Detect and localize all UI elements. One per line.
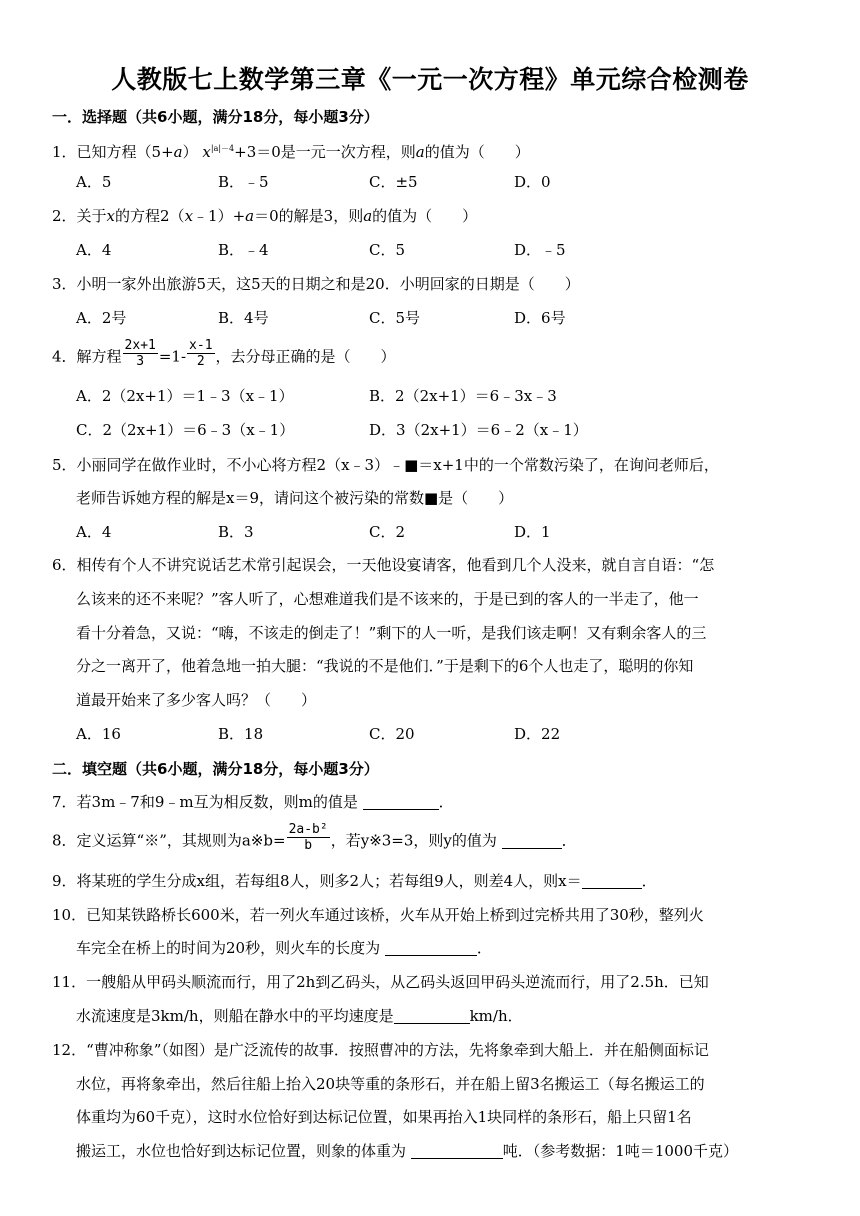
question-3: 3．小明一家外出旅游5天，这5天的日期之和是20．小明回家的日期是（ ） bbox=[52, 275, 580, 293]
question-10-line-1: 10．已知某铁路桥长600米，若一列火车通过该桥，火车从开始上桥到过完桥共用了30秒，整列火 bbox=[52, 906, 704, 924]
option: A．2（2x+1）＝1﹣3（x﹣1） bbox=[76, 387, 294, 405]
fraction: $\frac{x-1}{2}$ bbox=[189, 338, 213, 369]
question-4: 4．解方程 $\frac{2x+1}{3}$ =1- $\frac{x-1}{2}$ ，去分母正确的是（ ） bbox=[52, 338, 396, 369]
option: A．4 bbox=[76, 241, 112, 259]
option: C．2 bbox=[369, 523, 406, 541]
answer-blank[interactable] bbox=[394, 1007, 470, 1024]
question-5-line-2: 老师告诉她方程的解是x＝9，请问这个被污染的常数■是（ ） bbox=[76, 489, 514, 507]
question-9: 9．将某班的学生分成x组，若每组8人，则多2人；若每组9人，则差4人，则x＝ ． bbox=[52, 872, 657, 890]
option: A．5 bbox=[76, 173, 112, 191]
question-5-line-1: 5．小丽同学在做作业时，不小心将方程2（x﹣3）﹣■＝x+1中的一个常数污染了，在询问老师后， bbox=[52, 456, 719, 474]
answer-blank[interactable] bbox=[582, 872, 642, 889]
fraction: $\frac{\text{2a-b²}}{b}$ bbox=[288, 822, 328, 853]
option: D．﹣5 bbox=[514, 241, 566, 259]
answer-blank[interactable] bbox=[385, 939, 477, 956]
question-7: 7．若3m﹣7和9﹣m互为相反数，则m的值是 ． bbox=[52, 793, 454, 811]
option: D．22 bbox=[514, 725, 561, 743]
section-heading-choice: 一．选择题（共6小题，满分18分，每小题3分） bbox=[52, 108, 379, 126]
question-1: 1．已知方程（5+a） $x^{|a|-4}+3=0$是一元一次方程，则a的值为（ ） bbox=[52, 143, 530, 161]
question-10-line-2: 车完全在桥上的时间为20秒，则火车的长度为 ． bbox=[76, 939, 492, 957]
section-heading-fill: 二．填空题（共6小题，满分18分，每小题3分） bbox=[52, 760, 379, 778]
answer-blank[interactable] bbox=[363, 793, 439, 810]
question-8: 8．定义运算“※”，其规则为a※b= $\frac{\text{2a-b²}}{b}$ ，若y※3=3，则y的值为 ． bbox=[52, 822, 577, 853]
question-6-line-2: 么该来的还不来呢？”客人听了，心想难道我们是不该来的，于是已到的客人的一半走了，他一 bbox=[76, 590, 699, 608]
option: B．3 bbox=[218, 523, 254, 541]
answer-blank[interactable] bbox=[411, 1142, 503, 1159]
question-6-line-1: 6．相传有个人不讲究说话艺术常引起误会，一天他设宴请客，他看到几个人没来，就自言自语：“怎 bbox=[52, 556, 715, 574]
question-6-line-5: 道最开始来了多少客人吗？（ ） bbox=[76, 691, 317, 709]
option: D．1 bbox=[514, 523, 551, 541]
question-11-line-2: 水流速度是3km/h，则船在静水中的平均速度是 km/h． bbox=[76, 1007, 523, 1025]
question-11-line-1: 11．一艘船从甲码头顺流而行，用了2h到乙码头，从乙码头返回甲码头逆流而行，用了2.5h．已知 bbox=[52, 973, 709, 991]
fraction: $\frac{2x+1}{3}$ bbox=[124, 338, 156, 369]
option: C．±5 bbox=[369, 173, 418, 191]
option: C．2（2x+1）＝6﹣3（x﹣1） bbox=[76, 421, 295, 439]
option: C．5 bbox=[369, 241, 406, 259]
option: B．18 bbox=[218, 725, 264, 743]
option: A．4 bbox=[76, 523, 112, 541]
option: C．5号 bbox=[369, 309, 421, 327]
question-12-line-4: 搬运工，水位也恰好到达标记位置，则象的体重为 吨．（参考数据：1吨＝1000千克） bbox=[76, 1142, 738, 1160]
question-6-line-4: 分之一离开了，他着急地一拍大腿：“我说的不是他们．”于是剩下的6个人也走了，聪明的你知 bbox=[76, 657, 694, 675]
option: A．16 bbox=[76, 725, 121, 743]
option: D．3（2x+1）＝6﹣2（x﹣1） bbox=[369, 421, 588, 439]
option: C．20 bbox=[369, 725, 415, 743]
question-12-line-1: 12．“曹冲称象”（如图）是广泛流传的故事．按照曹冲的方法，先将象牵到大船上．并在船侧面标记 bbox=[52, 1041, 709, 1059]
question-12-line-3: 体重均为60千克），这时水位恰好到达标记位置，如果再抬入1块同样的条形石，船上只留1名 bbox=[76, 1108, 692, 1126]
answer-blank[interactable] bbox=[502, 832, 562, 849]
option: B．﹣5 bbox=[218, 173, 269, 191]
option: D．0 bbox=[514, 173, 551, 191]
page-title: 人教版七上数学第三章《一元一次方程》单元综合检测卷 bbox=[111, 65, 749, 94]
option: A．2号 bbox=[76, 309, 127, 327]
option: B．﹣4 bbox=[218, 241, 269, 259]
option: B．2（2x+1）＝6﹣3x﹣3 bbox=[369, 387, 557, 405]
question-12-line-2: 水位，再将象牵出，然后往船上抬入20块等重的条形石，并在船上留3名搬运工（每名搬运工的 bbox=[76, 1075, 705, 1093]
question-6-line-3: 看十分着急，又说：“嗨，不该走的倒走了！”剩下的人一听，是我们该走啊！又有剩余客人的三 bbox=[76, 624, 707, 642]
question-2: 2．关于x的方程2（x﹣1）+a＝0的解是3，则a的值为（ ） bbox=[52, 207, 478, 225]
option: D．6号 bbox=[514, 309, 566, 327]
option: B．4号 bbox=[218, 309, 269, 327]
